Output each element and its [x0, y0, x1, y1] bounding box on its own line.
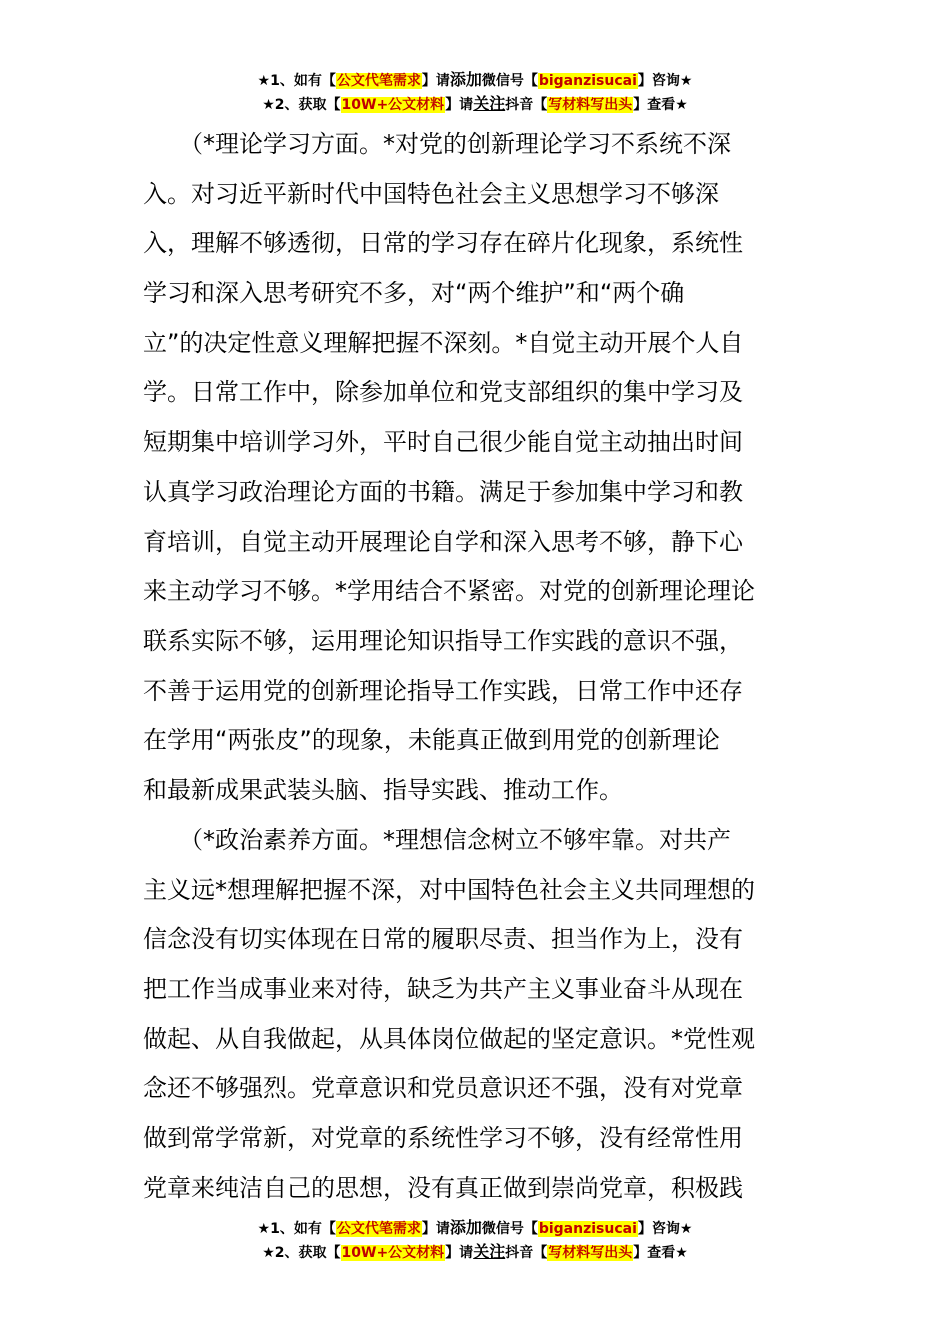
paragraph-theory-study	[143, 120, 807, 816]
banner-highlight-materials: 10W+公文材料	[341, 97, 445, 113]
paragraph-line: 学习和深入思考研究不多，对“两个维护”和“两个确	[143, 279, 685, 308]
paragraph-line: 入。对习近平新时代中国特色社会主义思想学习不够深	[143, 179, 719, 208]
banner-line-2	[0, 1240, 950, 1264]
banner-text: 】咨询★	[637, 1221, 693, 1237]
paragraph-line: 在学用“两张皮”的现象，未能真正做到用党的创新理论	[143, 726, 720, 755]
banner-highlight-wechat-id: biganzisucai	[538, 73, 637, 89]
banner-highlight-douyin: 写材料写出头	[548, 1245, 633, 1261]
banner-text: 】请	[445, 97, 474, 113]
bottom-banner	[0, 1216, 950, 1264]
banner-highlight-service: 公文代笔需求	[336, 1221, 421, 1237]
paragraph-line: （*理论学习方面。*对党的创新理论学习不系统不深	[143, 130, 731, 158]
banner-text: 】请	[421, 1221, 450, 1237]
paragraph-line: 主义远*想理解把握不深，对中国特色社会主义共同理想的	[143, 875, 755, 904]
paragraph-line: 入，理解不够透彻，日常的学习存在碎片化现象，系统性	[143, 229, 743, 258]
banner-line-1	[0, 1216, 950, 1240]
banner-text: ★2、获取【	[262, 1245, 341, 1261]
paragraph-line: 把工作当成事业来对待，缺乏为共产主义事业奋斗从现在	[143, 975, 743, 1004]
paragraph-line: 认真学习政治理论方面的书籍。满足于参加集中学习和教	[143, 477, 743, 506]
banner-text: 】查看★	[633, 1245, 688, 1261]
banner-line-2	[0, 92, 950, 116]
banner-text: 抖音【	[505, 97, 548, 113]
paragraph-political-quality	[143, 816, 807, 1214]
banner-highlight-wechat-id: biganzisucai	[538, 1221, 637, 1237]
paragraph-line: 短期集中培训学习外，平时自己很少能自觉主动抽出时间	[143, 428, 743, 457]
banner-text: 】请	[421, 73, 450, 89]
top-banner	[0, 68, 950, 116]
banner-text: 微信号【	[481, 1221, 538, 1237]
banner-line-1	[0, 68, 950, 92]
paragraph-line: 和最新成果武装头脑、指导实践、推动工作。	[143, 775, 623, 804]
banner-text: ★1、如有【	[257, 1221, 336, 1237]
paragraph-line: 念还不够强烈。党章意识和党员意识还不强，没有对党章	[143, 1074, 743, 1103]
banner-text-emphasis: 添加	[449, 70, 482, 89]
paragraph-line: 党章来纯洁自己的思想，没有真正做到崇尚党章，积极践	[143, 1173, 743, 1202]
banner-highlight-douyin: 写材料写出头	[548, 97, 633, 113]
banner-highlight-materials: 10W+公文材料	[341, 1245, 445, 1261]
paragraph-line: 来主动学习不够。*学用结合不紧密。对党的创新理论理论	[143, 577, 755, 606]
banner-text: 】请	[445, 1245, 474, 1261]
banner-text: ★2、获取【	[262, 97, 341, 113]
banner-highlight-service: 公文代笔需求	[336, 73, 421, 89]
banner-text-emphasis: 添加	[449, 1218, 482, 1237]
paragraph-line: 联系实际不够，运用理论知识指导工作实践的意识不强，	[143, 626, 743, 655]
paragraph-line: 学。日常工作中，除参加单位和党支部组织的集中学习及	[143, 378, 743, 407]
paragraph-line: （*政治素养方面。*理想信念树立不够牢靠。对共产	[143, 826, 731, 854]
paragraph-line: 做到常学常新，对党章的系统性学习不够，没有经常性用	[143, 1124, 743, 1153]
banner-text: 】咨询★	[637, 73, 693, 89]
banner-text: ★1、如有【	[257, 73, 336, 89]
paragraph-line: 做起、从自我做起，从具体岗位做起的坚定意识。*党性观	[143, 1024, 755, 1053]
banner-text-emphasis: 关注	[473, 1242, 506, 1261]
paragraph-line: 不善于运用党的创新理论指导工作实践，日常工作中还存	[143, 676, 743, 705]
paragraph-line: 信念没有切实体现在日常的履职尽责、担当作为上，没有	[143, 925, 743, 954]
banner-text: 抖音【	[505, 1245, 548, 1261]
paragraph-line: 立”的决定性意义理解把握不深刻。*自觉主动开展个人自	[143, 328, 744, 357]
banner-text-emphasis: 关注	[473, 94, 506, 113]
paragraph-line: 育培训，自觉主动开展理论自学和深入思考不够，静下心	[143, 527, 743, 556]
banner-text: 】查看★	[633, 97, 688, 113]
banner-text: 微信号【	[481, 73, 538, 89]
